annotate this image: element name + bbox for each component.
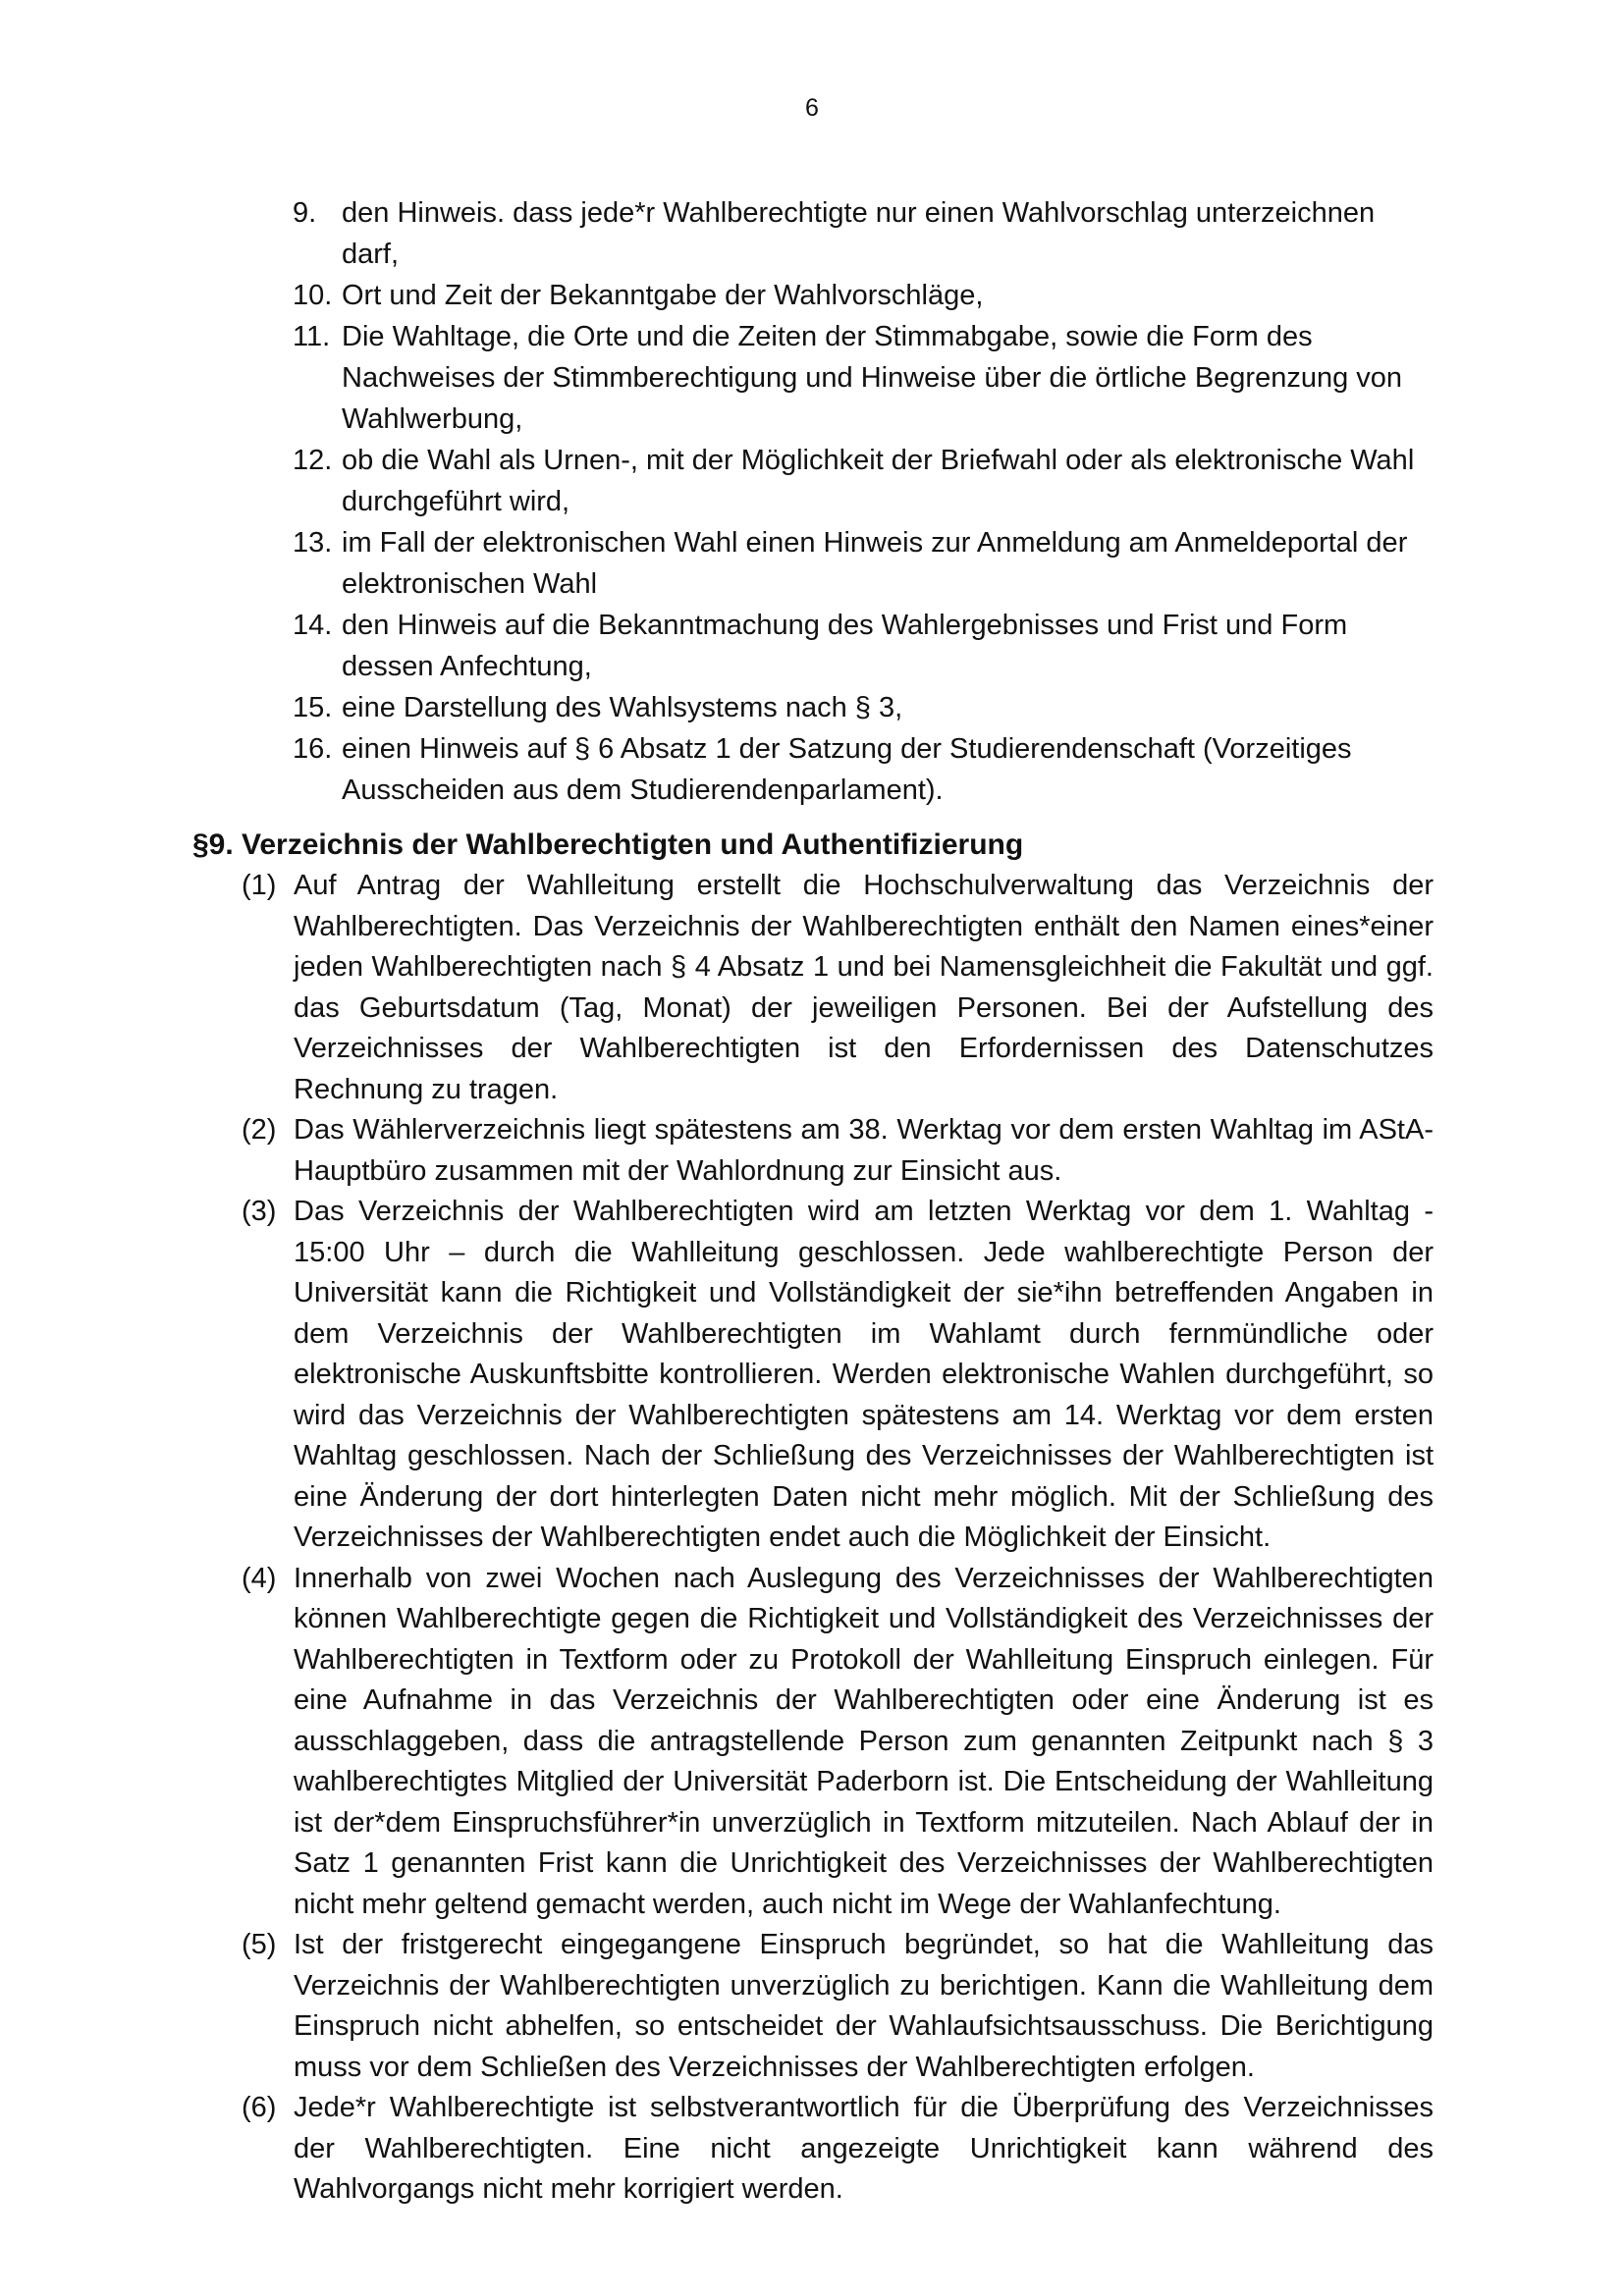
list-item — [293, 192, 1434, 275]
list-item — [293, 440, 1434, 522]
enumeration-list — [192, 192, 1434, 811]
paragraph-number: (1) — [242, 870, 277, 901]
list-item — [293, 275, 1434, 316]
paragraph-text: Ist der fristgerecht eingegangene Einspruch begründet, so hat die Wahlleitung das Verzeichnis der Wahlberechtigten unverzüglich zu berichtigen. Kann die Wahlleitung dem Einspruch nicht abhelfen, so entscheidet der Wahlaufsichtsausschuss. Die Berichtigung muss vor dem Schließen des Verzeichnisses der Wahlberechtigten erfolgen. — [294, 1929, 1434, 2083]
paragraph — [242, 1925, 1434, 2088]
list-item-number: 11. — [293, 321, 331, 352]
paragraph-number: (3) — [242, 1196, 277, 1227]
list-item-number: 12. — [293, 445, 333, 476]
list-item-number: 13. — [293, 527, 333, 559]
list-item — [293, 522, 1434, 605]
paragraph-number: (6) — [242, 2092, 277, 2123]
list-item-number: 10. — [293, 280, 333, 311]
paragraph-number: (2) — [242, 1114, 277, 1146]
list-item-number: 14. — [293, 610, 333, 641]
list-item-text: im Fall der elektronischen Wahl einen Hinweis zur Anmeldung am Anmeldeportal der elektronischen Wahl — [342, 527, 1408, 600]
paragraph-text: Das Verzeichnis der Wahlberechtigten wird am letzten Werktag vor dem 1. Wahltag - 15:00 Uhr – durch die Wahlleitung geschlossen. Jede wahlberechtigte Person der Universität kann die Richtigkeit und Vollständigkeit der sie*ihn betreffenden Angaben in dem Verzeichnis der Wahlberechtigten im Wahlamt durch fernmündliche oder elektronische Auskunftsbitte kontrollieren. Werden elektronische Wahlen durchgeführt, so wird das Verzeichnis der Wahlberechtigten spätestens am 14. Werktag vor dem ersten Wahltag geschlossen. Nach der Schließung des Verzeichnisses der Wahlberechtigten ist eine Änderung der dort hinterlegten Daten nicht mehr möglich. Mit der Schließung des Verzeichnisses der Wahlberechtigten endet auch die Möglichkeit der Einsicht. — [294, 1196, 1434, 1553]
list-item-text: eine Darstellung des Wahlsystems nach § 3, — [342, 692, 903, 723]
paragraph-number: (5) — [242, 1929, 277, 1960]
paragraph — [242, 1192, 1434, 1559]
list-item-text: ob die Wahl als Urnen-, mit der Möglichkeit der Briefwahl oder als elektronische Wahl durchgeführt wird, — [342, 445, 1415, 517]
paragraph-number: (4) — [242, 1562, 277, 1594]
paragraph — [242, 1559, 1434, 1926]
list-item — [293, 728, 1434, 811]
list-item-text: den Hinweis. dass jede*r Wahlberechtigte nur einen Wahlvorschlag unterzeichnen darf, — [342, 197, 1376, 270]
paragraph-text: Innerhalb von zwei Wochen nach Auslegung des Verzeichnisses der Wahlberechtigten können Wahlberechtigte gegen die Richtigkeit und Vollständigkeit des Verzeichnisses der Wahlberechtigten in Textform oder zu Protokoll der Wahlleitung Einspruch einlegen. Für eine Aufnahme in das Verzeichnis der Wahlberechtigten oder eine Änderung ist es ausschlaggeben, dass die antragstellende Person zum genannten Zeitpunkt nach § 3 wahlberechtigtes Mitglied der Universität Paderborn ist. Die Entscheidung der Wahlleitung ist der*dem Einspruchsführer*in unverzüglich in Textform mitzuteilen. Nach Ablauf der in Satz 1 genannten Frist kann die Unrichtigkeit des Verzeichnisses der Wahlberechtigten nicht mehr geltend gemacht werden, auch nicht im Wege der Wahlanfechtung. — [294, 1562, 1434, 1920]
paragraph — [242, 1110, 1434, 1192]
paragraph-text: Jede*r Wahlberechtigte ist selbstverantwortlich für die Überprüfung des Verzeichnisses der Wahlberechtigten. Eine nicht angezeigte Unrichtigkeit kann während des Wahlvorgangs nicht mehr korrigiert werden. — [294, 2092, 1434, 2205]
paragraph — [242, 2088, 1434, 2211]
paragraph — [242, 866, 1434, 1110]
document-body — [192, 192, 1434, 2211]
section-heading — [192, 825, 1434, 866]
list-item-text: Ort und Zeit der Bekanntgabe der Wahlvorschläge, — [342, 280, 984, 311]
list-item-number: 9. — [293, 197, 317, 229]
list-item — [293, 687, 1434, 728]
section-number: §9. — [192, 828, 234, 861]
section-title: Verzeichnis der Wahlberechtigten und Authentifizierung — [242, 828, 1024, 861]
list-item-number: 15. — [293, 692, 333, 723]
paragraph-text: Auf Antrag der Wahlleitung erstellt die Hochschulverwaltung das Verzeichnis der Wahlberechtigten. Das Verzeichnis der Wahlberechtigten enthält den Namen eines*einer jeden Wahlberechtigten nach § 4 Absatz 1 und bei Namensgleichheit die Fakultät und ggf. das Geburtsdatum (Tag, Monat) der jeweiligen Personen. Bei der Aufstellung des Verzeichnisses der Wahlberechtigten ist den Erfordernissen des Datenschutzes Rechnung zu tragen. — [294, 870, 1434, 1105]
paragraph-text: Das Wählerverzeichnis liegt spätestens am 38. Werktag vor dem ersten Wahltag im AStA-Hauptbüro zusammen mit der Wahlordnung zur Einsicht aus. — [294, 1114, 1434, 1187]
list-item — [293, 605, 1434, 687]
list-item-text: einen Hinweis auf § 6 Absatz 1 der Satzung der Studierendenschaft (Vorzeitiges Ausscheiden aus dem Studierendenparlament). — [342, 733, 1352, 806]
list-item-number: 16. — [293, 733, 333, 765]
list-item — [293, 316, 1434, 440]
list-item-text: Die Wahltage, die Orte und die Zeiten der Stimmabgabe, sowie die Form des Nachweises der Stimmberechtigung und Hinweise über die örtliche Begrenzung von Wahlwerbung, — [342, 321, 1403, 435]
list-item-text: den Hinweis auf die Bekanntmachung des Wahlergebnisses und Frist und Form dessen Anfechtung, — [342, 610, 1348, 682]
page-number: 6 — [805, 94, 819, 122]
